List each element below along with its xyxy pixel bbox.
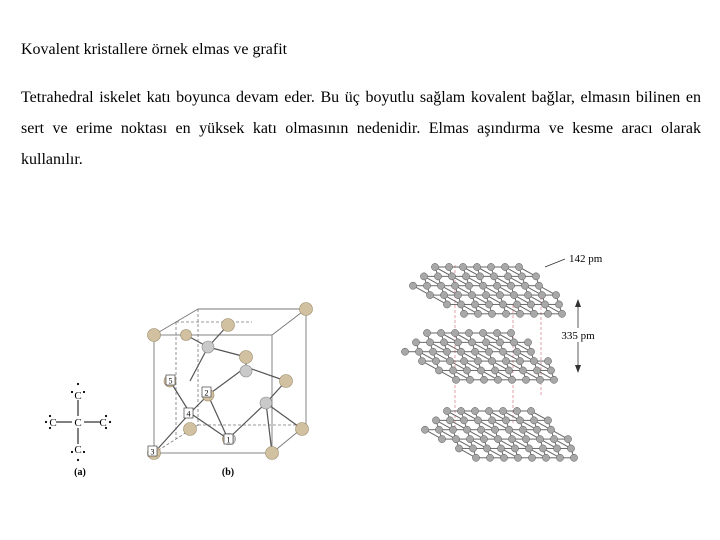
graphite-atom xyxy=(488,357,495,364)
graphite-atom xyxy=(471,348,478,355)
graphite-atom xyxy=(457,348,464,355)
graphite-atom xyxy=(440,339,447,346)
graphite-atom xyxy=(434,273,441,280)
graphite-atom xyxy=(556,454,563,461)
graphite-atom xyxy=(510,339,517,346)
graphite-layer xyxy=(401,329,557,383)
graphite-atom xyxy=(491,426,498,433)
graphite-atom xyxy=(564,435,571,442)
graphite-atom xyxy=(438,435,445,442)
graphite-atom xyxy=(536,376,543,383)
graphite-atom xyxy=(468,339,475,346)
graphite-atom xyxy=(483,445,490,452)
graphite-atom xyxy=(542,454,549,461)
graphite-atom xyxy=(530,357,537,364)
graphite-atom xyxy=(463,367,470,374)
graphite-atom xyxy=(480,435,487,442)
graphite-atom xyxy=(522,376,529,383)
graphite-atom xyxy=(502,357,509,364)
graphite-atom xyxy=(474,310,481,317)
graphite-atom xyxy=(480,376,487,383)
graphite-atom xyxy=(435,426,442,433)
graphite-atom xyxy=(460,357,467,364)
graphite-atom xyxy=(513,348,520,355)
graphite-atom xyxy=(499,407,506,414)
graphite-atom xyxy=(536,435,543,442)
graphite-atom xyxy=(420,273,427,280)
graphite-atom xyxy=(558,310,565,317)
graphite-atom xyxy=(451,329,458,336)
graphite-atom xyxy=(570,454,577,461)
graphite-atom xyxy=(431,263,438,270)
graphite-atom xyxy=(516,357,523,364)
graphite-atom xyxy=(547,426,554,433)
graphite-atom xyxy=(488,310,495,317)
graphite-atom xyxy=(494,376,501,383)
arrow-up-icon xyxy=(575,299,581,307)
graphite-atom xyxy=(524,291,531,298)
graphite-atom xyxy=(468,291,475,298)
graphite-atom xyxy=(465,282,472,289)
graphite-atom xyxy=(429,348,436,355)
graphite-atom xyxy=(440,291,447,298)
graphite-atom xyxy=(477,367,484,374)
graphite-atom xyxy=(513,407,520,414)
graphite-atom xyxy=(452,435,459,442)
graphite-atom xyxy=(508,376,515,383)
graphite-atom xyxy=(443,301,450,308)
graphite-atom xyxy=(423,329,430,336)
graphite-atom xyxy=(494,435,501,442)
graphite-atom xyxy=(496,291,503,298)
graphite-atom xyxy=(474,357,481,364)
graphite-atom xyxy=(550,376,557,383)
carbon-right: C xyxy=(99,417,107,429)
graphite-atom xyxy=(524,339,531,346)
graphite-atom xyxy=(527,407,534,414)
carbon-bottom: C xyxy=(74,444,82,456)
graphite-atom xyxy=(459,263,466,270)
graphite-layer xyxy=(409,263,565,317)
graphite-atom xyxy=(463,426,470,433)
graphite-atom xyxy=(544,417,551,424)
graphite-atom xyxy=(516,417,523,424)
graphite-atom xyxy=(499,348,506,355)
graphite-atom xyxy=(502,417,509,424)
figure-a-caption: (a) xyxy=(74,467,86,478)
graphite-atom xyxy=(491,367,498,374)
graphite-atom xyxy=(511,445,518,452)
graphite-atom xyxy=(469,445,476,452)
graphite-atom xyxy=(530,310,537,317)
graphite-atom xyxy=(446,417,453,424)
graphite-atom xyxy=(432,357,439,364)
graphite-atom xyxy=(507,282,514,289)
graphite-atom xyxy=(451,282,458,289)
graphite-atom xyxy=(437,329,444,336)
graphite-atom xyxy=(505,367,512,374)
graphite-atom xyxy=(412,339,419,346)
graphite-atom xyxy=(457,301,464,308)
layer-spacing-label: 335 pm xyxy=(561,330,595,342)
graphite-atom xyxy=(519,367,526,374)
graphite-atom xyxy=(485,301,492,308)
atom-number-1: 1 xyxy=(226,435,231,445)
graphite-atom xyxy=(455,445,462,452)
graphite-atom xyxy=(567,445,574,452)
graphite-atom xyxy=(533,426,540,433)
graphite-atom xyxy=(473,263,480,270)
graphite-atom xyxy=(454,339,461,346)
figure-a-lewis-diagram xyxy=(40,380,130,480)
graphite-atom xyxy=(466,376,473,383)
graphite-atom xyxy=(482,339,489,346)
graphite-atom xyxy=(476,273,483,280)
graphite-atom xyxy=(486,454,493,461)
graphite-atom xyxy=(527,348,534,355)
graphite-atom xyxy=(497,445,504,452)
graphite-atom xyxy=(516,310,523,317)
graphite-atom xyxy=(502,310,509,317)
graphite-atom xyxy=(527,301,534,308)
graphite-atom xyxy=(507,329,514,336)
graphite-atom xyxy=(553,445,560,452)
graphite-atom xyxy=(539,445,546,452)
graphite-atom xyxy=(519,426,526,433)
graphite-atom xyxy=(477,426,484,433)
graphite-atom xyxy=(547,367,554,374)
atom-number-3: 3 xyxy=(150,447,155,457)
graphite-atom xyxy=(460,417,467,424)
graphite-atom xyxy=(460,310,467,317)
graphite-atom xyxy=(510,291,517,298)
figure-b-diamond-cell xyxy=(140,295,330,485)
graphite-atom xyxy=(552,291,559,298)
graphite-atom xyxy=(487,263,494,270)
graphite-atom xyxy=(474,417,481,424)
graphite-atom xyxy=(538,291,545,298)
graphite-atom xyxy=(423,282,430,289)
graphite-atom xyxy=(490,273,497,280)
bond-length-leader xyxy=(545,259,565,267)
graphite-atom xyxy=(418,357,425,364)
atom-number-5: 5 xyxy=(168,376,173,386)
graphite-atom xyxy=(437,282,444,289)
graphite-atom xyxy=(533,367,540,374)
carbon-center: C xyxy=(74,417,82,429)
graphite-atom xyxy=(499,301,506,308)
graphite-atom xyxy=(466,435,473,442)
graphite-atom xyxy=(432,417,439,424)
graphite-atom xyxy=(485,348,492,355)
graphite-atom xyxy=(513,301,520,308)
graphite-atom xyxy=(457,407,464,414)
graphite-atom xyxy=(485,407,492,414)
arrow-down-icon xyxy=(575,365,581,373)
graphite-atom xyxy=(518,273,525,280)
graphite-atom xyxy=(435,367,442,374)
figure-b-caption: (b) xyxy=(221,467,235,478)
graphite-atom xyxy=(496,339,503,346)
carbon-top: C xyxy=(74,390,82,402)
graphite-atom xyxy=(482,291,489,298)
graphite-atom xyxy=(488,417,495,424)
graphite-atom xyxy=(409,282,416,289)
graphite-layer xyxy=(421,407,577,461)
graphite-atom xyxy=(544,357,551,364)
graphite-atom xyxy=(555,301,562,308)
graphite-atom xyxy=(550,435,557,442)
graphite-atom xyxy=(515,263,522,270)
graphite-atom xyxy=(528,454,535,461)
graphite-atom xyxy=(501,263,508,270)
graphite-atom xyxy=(443,407,450,414)
graphite-atom xyxy=(452,376,459,383)
graphite-atom xyxy=(426,339,433,346)
graphite-atom xyxy=(479,329,486,336)
carbon-left: C xyxy=(49,417,57,429)
graphite-atom xyxy=(500,454,507,461)
graphite-atom xyxy=(449,426,456,433)
graphite-atom xyxy=(401,348,408,355)
graphite-atom xyxy=(544,310,551,317)
graphite-atom xyxy=(532,273,539,280)
bond-length-label: 142 pm xyxy=(569,253,603,265)
graphite-atom xyxy=(465,329,472,336)
graphite-atom xyxy=(505,426,512,433)
graphite-atom xyxy=(446,357,453,364)
graphite-atom xyxy=(472,454,479,461)
slide-paragraph: Tetrahedral iskelet katı boyunca devam eder. Bu üç boyutlu sağlam kovalent bağlar, elmasın bilinen en sert ve erime noktası en yüksek katı olmasının nedenidir. Elmas aşındırma ve kesme aracı olarak kullanılır. xyxy=(21,89,701,168)
graphite-atom xyxy=(508,435,515,442)
graphite-atom xyxy=(445,263,452,270)
graphite-atom xyxy=(525,445,532,452)
graphite-atom xyxy=(471,301,478,308)
graphite-atom xyxy=(421,426,428,433)
graphite-atom xyxy=(541,301,548,308)
graphite-atom xyxy=(479,282,486,289)
graphite-atom xyxy=(504,273,511,280)
graphite-atom xyxy=(449,367,456,374)
graphite-atom xyxy=(493,282,500,289)
atom-number-4: 4 xyxy=(186,409,191,419)
atom-number-2: 2 xyxy=(204,388,209,398)
graphite-atom xyxy=(426,291,433,298)
graphite-atom xyxy=(535,282,542,289)
graphite-atom xyxy=(415,348,422,355)
graphite-atom xyxy=(443,348,450,355)
graphite-atom xyxy=(493,329,500,336)
graphite-atom xyxy=(514,454,521,461)
graphite-atom xyxy=(454,291,461,298)
graphite-atom xyxy=(448,273,455,280)
graphite-atom xyxy=(471,407,478,414)
graphite-atom xyxy=(462,273,469,280)
slide-title: Kovalent kristallere örnek elmas ve grafit xyxy=(21,41,288,58)
graphite-atom xyxy=(530,417,537,424)
graphite-atom xyxy=(521,282,528,289)
graphite-structure xyxy=(395,245,630,470)
graphite-atom xyxy=(522,435,529,442)
